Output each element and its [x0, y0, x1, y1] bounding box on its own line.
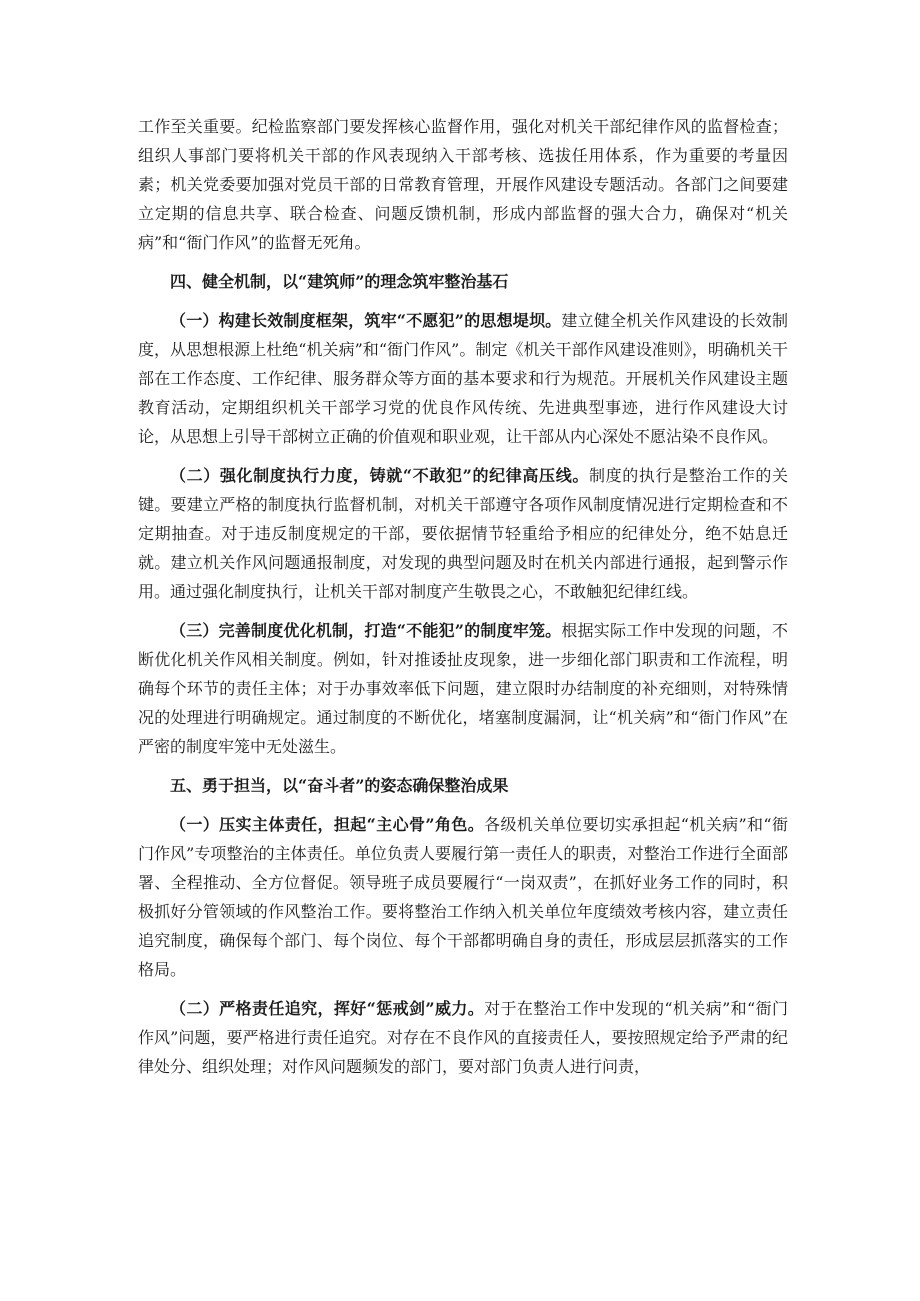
paragraph-4-2-body: 制度的执行是整治工作的关键。要建立严格的制度执行监督机制，对机关干部遵守各项作风制度情况进行定期检查和不定期抽查。对于违反制度规定的干部，要依据情节轻重给予相应的纪律处分，绝不姑息迁就。建立机关作风问题通报制度，对发现的典型问题及时在机关内部进行通报，起到警示作用。通过强化制度执行，让机关干部对制度产生敬畏之心，不敢触犯纪律红线。 — [138, 466, 788, 601]
paragraph-4-3-body: 根据实际工作中发现的问题，不断优化机关作风相关制度。例如，针对推诿扯皮现象，进一步细化部门职责和工作流程，明确每个环节的责任主体；对于办事效率低下问题，建立限时办结制度的补充细则，对特殊情况的处理进行明确规定。通过制度的不断优化，堵塞制度漏洞，让“机关病”和“衙门作风”在严密的制度牢笼中无处滋生。 — [138, 621, 788, 756]
paragraph-5-1-lead: （一）压实主体责任，担起“主心骨”角色。 — [170, 815, 485, 834]
paragraph-4-1-body: 建立健全机关作风建设的长效制度，从思想根源上杜绝“机关病”和“衙门作风”。制定《机关干部作风建设准则》，明确机关干部在工作态度、工作纪律、服务群众等方面的基本要求和行为规范。开展机关作风建设主题教育活动，定期组织机关干部学习党的优良作风传统、先进典型事迹，进行作风建设大讨论，从思想上引导干部树立正确的价值观和职业观，让干部从内心深处不愿沾染不良作风。 — [138, 311, 788, 446]
paragraph-4-3-lead: （三）完善制度优化机制，打造“不能犯”的制度牢笼。 — [170, 621, 562, 640]
paragraph-4-2 — [138, 461, 788, 606]
paragraph-5-2-body: 对于在整治工作中发现的“机关病”和“衙门作风”问题，要严格进行责任追究。对存在不良作风的直接责任人，要按照规定给予严肃的纪律处分、组织处理；对作风问题频发的部门，要对部门负责人进行问责， — [138, 999, 788, 1076]
section-heading-5: 五、勇于担当，以“奋斗者”的姿态确保整治成果 — [170, 776, 509, 795]
paragraph-5-2 — [138, 994, 788, 1081]
paragraph-5-1-body: 各级机关单位要切实承担起“机关病”和“衙门作风”专项整治的主体责任。单位负责人要履行第一责任人的职责，对整治工作进行全面部署、全程推动、全方位督促。领导班子成员要履行“一岗双责”，在抓好业务工作的同时，积极抓好分管领域的作风整治工作。要将整治工作纳入机关单位年度绩效考核内容，建立责任追究制度，确保每个部门、每个岗位、每个干部都明确自身的责任，形成层层抓落实的工作格局。 — [138, 815, 788, 979]
paragraph-intro: 工作至关重要。纪检监察部门要发挥核心监督作用，强化对机关干部纪律作风的监督检查；组织人事部门要将机关干部的作风表现纳入干部考核、选拔任用体系，作为重要的考量因素；机关党委要加强对党员干部的日常教育管理，开展作风建设专题活动。各部门之间要建立定期的信息共享、联合检查、问题反馈机制，形成内部监督的强大合力，确保对“机关病”和“衙门作风”的监督无死角。 — [138, 117, 788, 252]
paragraph-4-2-lead: （二）强化制度执行力度，铸就“不敢犯”的纪律高压线。 — [170, 466, 589, 485]
paragraph-4-1 — [138, 306, 788, 451]
document-page — [138, 112, 788, 1091]
paragraph-4-3 — [138, 616, 788, 761]
paragraph-5-1 — [138, 810, 788, 984]
paragraph-5-2-lead: （二）严格责任追究，挥好“惩戒剑”威力。 — [170, 999, 485, 1018]
paragraph-4-1-lead: （一）构建长效制度框架，筑牢“不愿犯”的思想堤坝。 — [170, 311, 562, 330]
section-heading-4: 四、健全机制，以“建筑师”的理念筑牢整治基石 — [170, 272, 509, 291]
